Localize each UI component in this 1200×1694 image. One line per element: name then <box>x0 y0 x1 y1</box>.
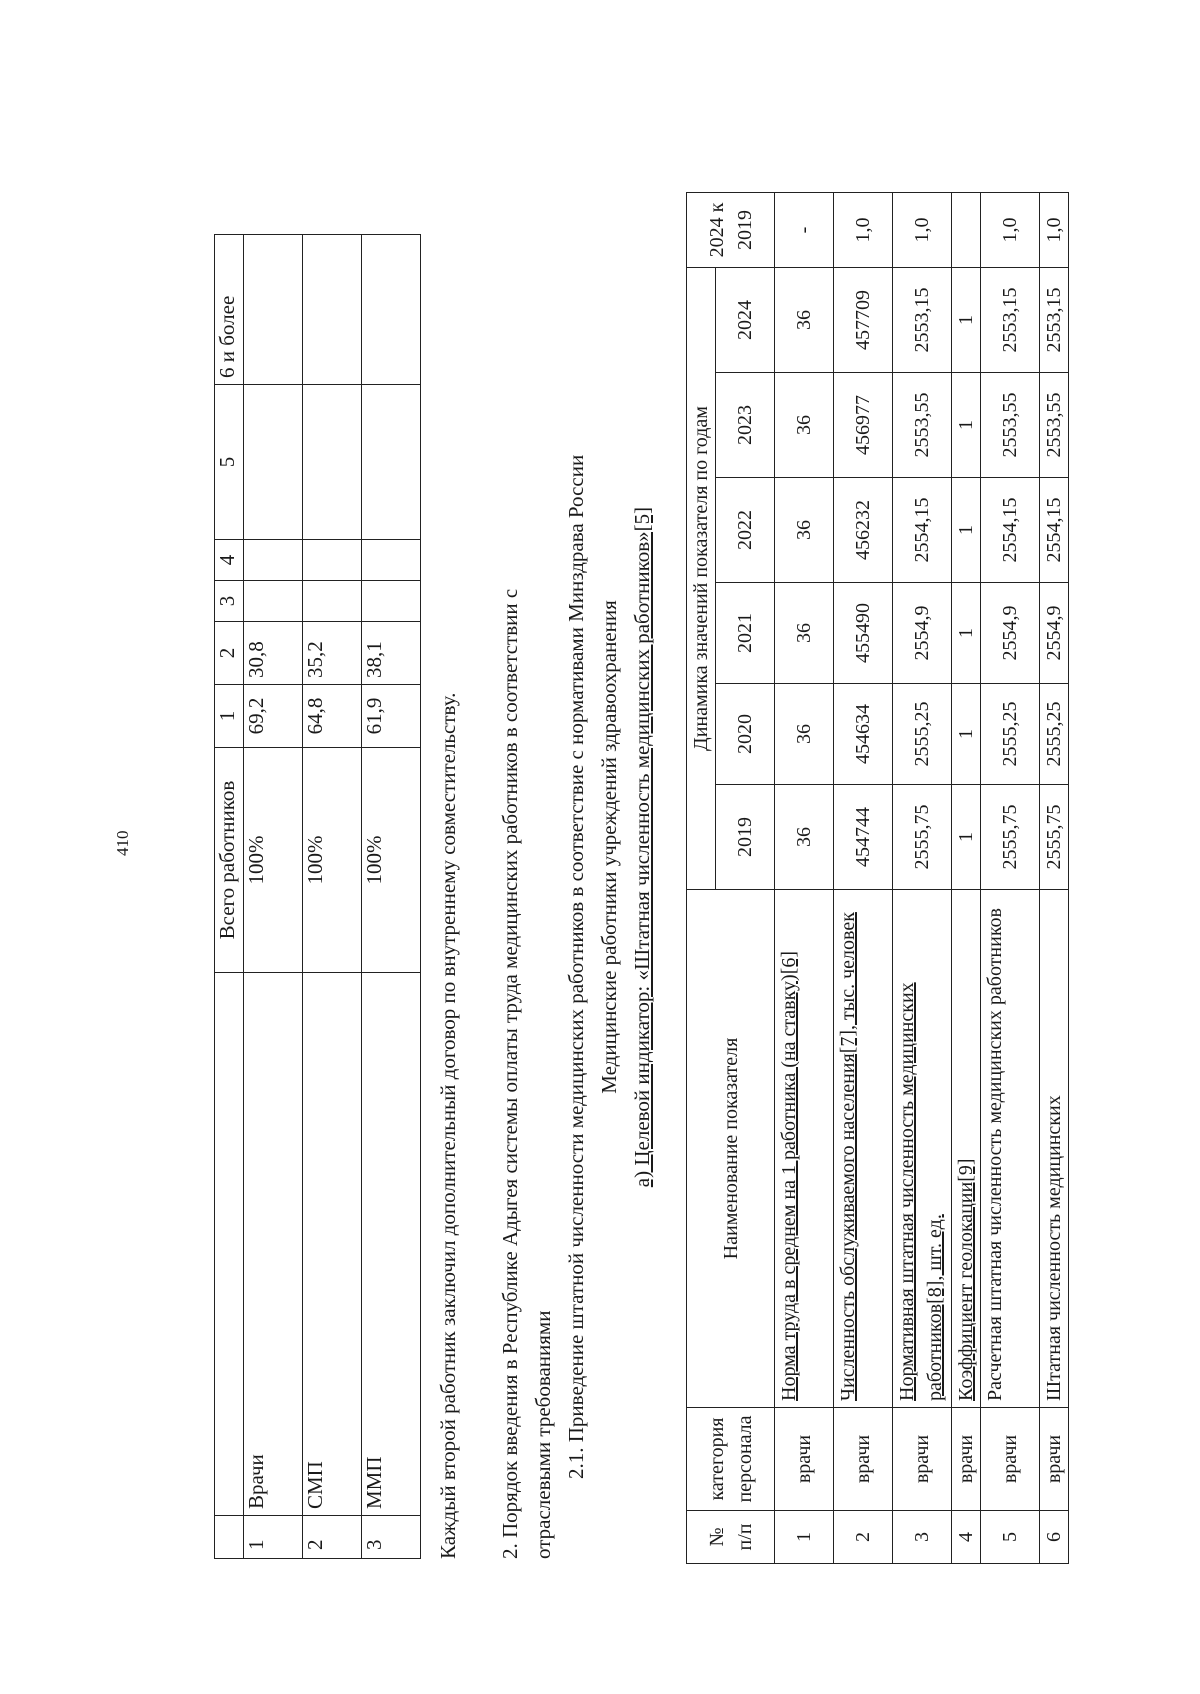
header-col: 1 <box>215 685 244 748</box>
subsection-subtitle: Медицинские работники учреждений здравоохранения <box>597 600 621 1094</box>
table-row: 5 врачи Расчетная штатная численность медицинских работников 2555,75 2555,25 2554,9 2554,15 2553,55 2553,15 1,0 <box>981 193 1040 1564</box>
note-paragraph: Каждый второй работник заключил дополнительный договор по внутреннему совместительству. <box>436 692 460 1559</box>
header-dynamics: Динамика значений показателя по годам <box>687 268 716 890</box>
header-ratio: 2024 к 2019 <box>687 193 775 268</box>
header-col: 2 <box>215 622 244 685</box>
page-number: 410 <box>113 830 132 856</box>
table-row: 3 врачи Нормативная штатная численность медицинских работников[8], шт. ед. 2555,75 2555,25 2554,9 2554,15 2553,55 2553,15 1,0 <box>893 193 952 1564</box>
table-row: 3 ММП 100% 61,9 38,1 <box>362 235 421 1559</box>
header-category: категория персонала <box>687 1408 775 1511</box>
section-2-heading-cont: отраслевыми требованиями <box>531 1310 555 1559</box>
table-row: 4 врачи Коэффициент геолокации[9] 1 1 1 1 1 1 <box>952 193 981 1564</box>
table-header-row <box>215 235 244 1559</box>
subsection-heading: 2.1. Приведение штатной численности медицинских работников в соответствие с нормативами Минздрава России <box>564 454 588 1479</box>
table-row: 1 Врачи 100% 69,2 30,8 <box>244 235 303 1559</box>
header-num: № п/п <box>687 1511 775 1564</box>
table-row: 6 врачи Штатная численность медицинских 2555,75 2555,25 2554,9 2554,15 2553,55 2553,15 1,0 <box>1040 193 1069 1564</box>
table-row: 2 врачи Численность обслуживаемого населения[7], тыс. человек 454744 454634 455490 456232 456977 457709 1,0 <box>834 193 893 1564</box>
header-col: 3 <box>215 581 244 622</box>
header-col: 4 <box>215 540 244 581</box>
header-col: 6 и более <box>215 235 244 385</box>
table-row: 2 СМП 100% 64,8 35,2 <box>303 235 362 1559</box>
header-col: 5 <box>215 385 244 540</box>
employment-share-table <box>214 234 421 1559</box>
table-header-years-row: 2019 2020 2021 2022 2023 2024 <box>716 193 775 1564</box>
header-total: Всего работников <box>215 748 244 973</box>
header-name: Наименование показателя <box>687 890 775 1408</box>
section-2-heading: 2. Порядок введения в Республике Адыгея системы оплаты труда медицинских работников в соответствии с <box>498 588 522 1559</box>
target-indicator: а) Целевой индикатор: «Штатная численность медицинских работников»[5] <box>630 506 654 1188</box>
table-row: 1 врачи Норма труда в среднем на 1 работника (на ставку)[6] 36 36 36 36 36 36 - <box>775 193 834 1564</box>
table-header-row <box>687 193 716 1564</box>
indicator-table <box>686 192 1069 1564</box>
